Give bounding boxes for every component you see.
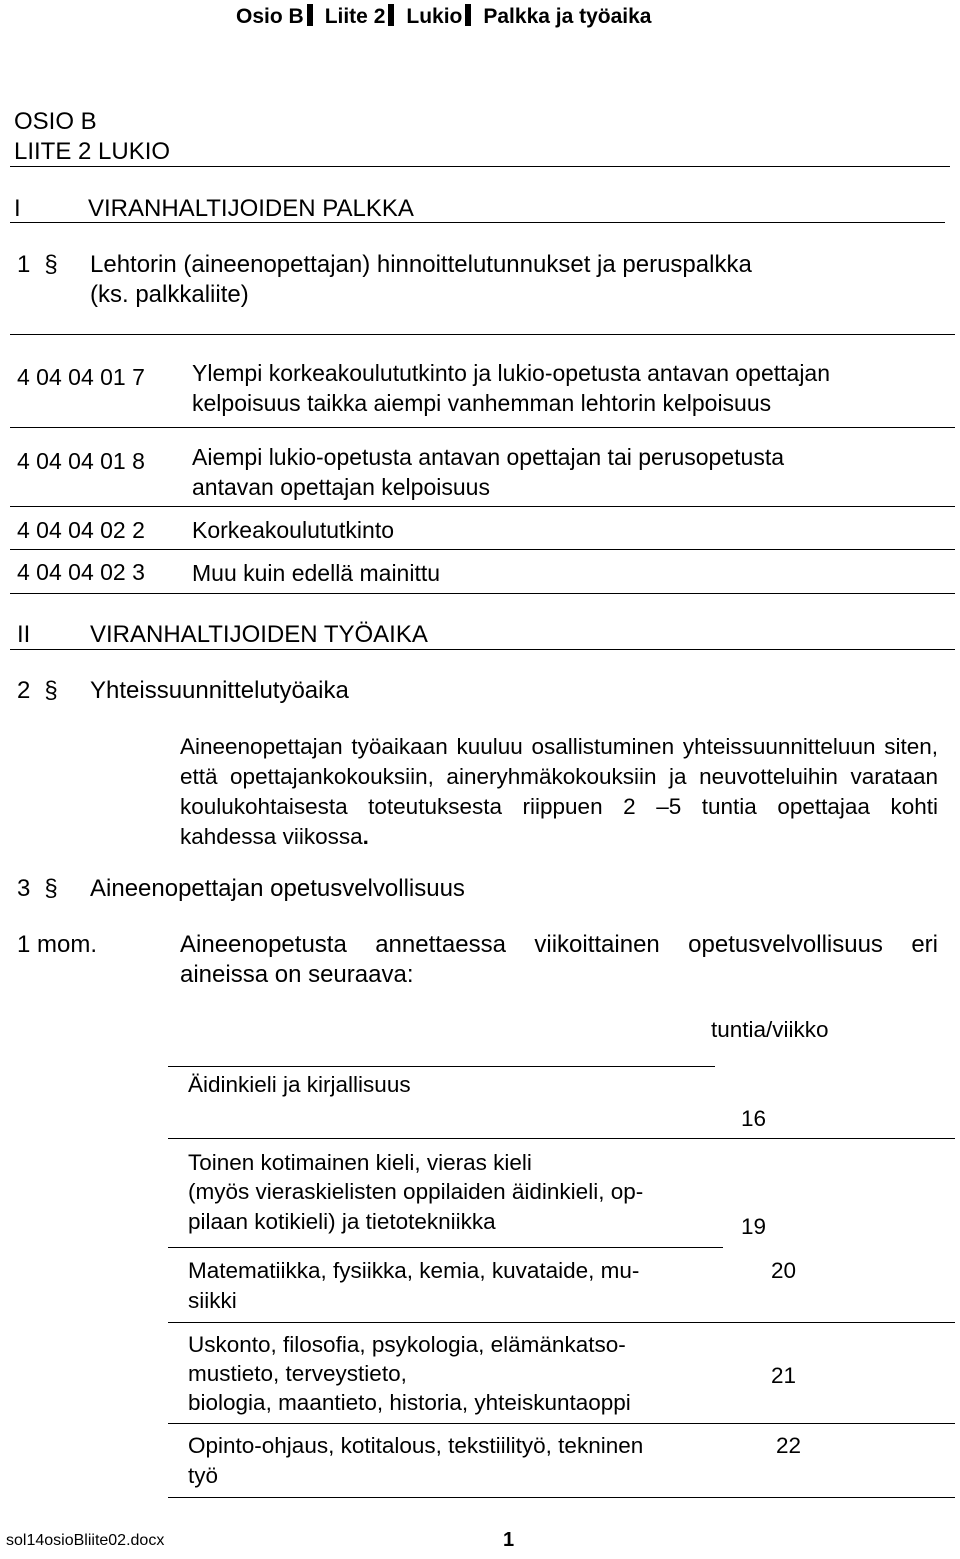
- divider: [10, 334, 955, 335]
- table-row-value: 20: [771, 1258, 797, 1283]
- divider: [10, 222, 945, 223]
- section-sign-icon: §: [44, 251, 58, 278]
- header-separator: [465, 4, 471, 26]
- pay-code-description: Muu kuin edellä mainittu: [192, 560, 441, 586]
- doc-heading-line2: LIITE 2 LUKIO: [14, 138, 171, 165]
- table-row-label: Matematiikka, fysiikka, kemia, kuvataide, mu-: [188, 1258, 640, 1283]
- table-row-label: siikki: [188, 1288, 237, 1313]
- table-rule: [168, 1138, 955, 1139]
- section-sign-icon: §: [44, 677, 58, 704]
- divider: [10, 506, 955, 507]
- header-part-liite: Liite 2: [324, 5, 386, 28]
- header-part-osio: Osio B: [236, 5, 304, 28]
- table-row-value: 19: [741, 1214, 767, 1239]
- section-sign-icon: §: [44, 875, 58, 902]
- table-row-value: 16: [741, 1106, 767, 1131]
- section-number: II: [17, 621, 31, 648]
- footer-page-number: 1: [503, 1529, 515, 1551]
- paragraph-number: 2 §: [17, 677, 58, 704]
- table-rule: [168, 1497, 955, 1498]
- table-rule: [168, 1423, 955, 1424]
- paragraph-title: Aineenopettajan opetusvelvollisuus: [90, 875, 465, 902]
- pay-code-description-cont: antavan opettajan kelpoisuus: [192, 474, 490, 500]
- moment-label: 1 mom.: [17, 931, 98, 958]
- table-row-label: pilaan kotikieli) ja tietotekniikka: [188, 1209, 496, 1234]
- table-row-value: 22: [776, 1433, 802, 1458]
- divider: [10, 427, 955, 428]
- pay-code-description-cont: kelpoisuus taikka aiempi vanhemman lehtorin kelpoisuus: [192, 390, 772, 416]
- table-row-label: Opinto-ohjaus, kotitalous, tekstiilityö, tekninen: [188, 1433, 644, 1458]
- divider: [10, 166, 950, 167]
- header-part-topic: Palkka ja työaika: [483, 5, 652, 28]
- paragraph-title-line1: Lehtorin (aineenopettajan) hinnoittelutunnukset ja peruspalkka: [90, 251, 752, 278]
- table-row-label: biologia, maantieto, historia, yhteiskuntaoppi: [188, 1390, 631, 1415]
- moment-text-line1: Aineenopetusta annettaessa viikoittainen opetusvelvollisuus eri: [180, 931, 938, 958]
- pay-code-description: Ylempi korkeakoulututkinto ja lukio-opetusta antavan opettajan: [192, 360, 831, 386]
- table-rule: [168, 1066, 715, 1067]
- table-row-label: Äidinkieli ja kirjallisuus: [188, 1072, 411, 1097]
- table-row-label: työ: [188, 1463, 219, 1488]
- table-unit-header: tuntia/viikko: [711, 1017, 829, 1042]
- divider: [10, 649, 955, 650]
- paragraph-number: 3 §: [17, 875, 58, 902]
- pay-code: 4 04 04 01 7: [17, 364, 145, 390]
- paragraph-title-line2: (ks. palkkaliite): [90, 281, 249, 308]
- divider: [10, 593, 955, 594]
- paragraph-body: Aineenopettajan työaikaan kuuluu osallistuminen yhteissuunnitteluun siten, että opettajankokouksiin, aineryhmäkokouksiin ja neuvotteluihin varataan koulukohtaisesta toteutuksesta riippuen 2 –5 tuntia opettajaa kohti kahdessa viikossa.: [180, 734, 938, 849]
- section-title: VIRANHALTIJOIDEN TYÖAIKA: [90, 621, 428, 648]
- header-separator: [307, 4, 313, 26]
- footer-filename: sol14osioBliite02.docx: [6, 1532, 165, 1549]
- table-row-label: Uskonto, filosofia, psykologia, elämänkatso-: [188, 1332, 626, 1357]
- paragraph-title: Yhteissuunnittelutyöaika: [90, 677, 349, 704]
- section-title: VIRANHALTIJOIDEN PALKKA: [88, 195, 414, 222]
- pay-code: 4 04 04 02 2: [17, 517, 145, 543]
- doc-heading-line1: OSIO B: [14, 108, 97, 135]
- section-number: I: [14, 195, 21, 222]
- table-row-label: (myös vieraskielisten oppilaiden äidinkieli, op-: [188, 1179, 644, 1204]
- table-row-label: mustieto, terveystieto,: [188, 1361, 407, 1386]
- paragraph-number: 1 §: [17, 251, 58, 278]
- pay-code: 4 04 04 01 8: [17, 448, 145, 474]
- page-header: [236, 2, 652, 32]
- pay-code-description: Korkeakoulututkinto: [192, 517, 395, 543]
- table-rule: [168, 1247, 723, 1248]
- moment-text-line2: aineissa on seuraava:: [180, 961, 414, 988]
- divider: [10, 549, 955, 550]
- table-row-label: Toinen kotimainen kieli, vieras kieli: [188, 1150, 532, 1175]
- pay-code: 4 04 04 02 3: [17, 559, 145, 585]
- table-row-value: 21: [771, 1363, 797, 1388]
- table-rule: [168, 1322, 955, 1323]
- pay-code-description: Aiempi lukio-opetusta antavan opettajan tai perusopetusta: [192, 444, 785, 470]
- header-part-lukio: Lukio: [406, 5, 463, 28]
- header-separator: [388, 4, 394, 26]
